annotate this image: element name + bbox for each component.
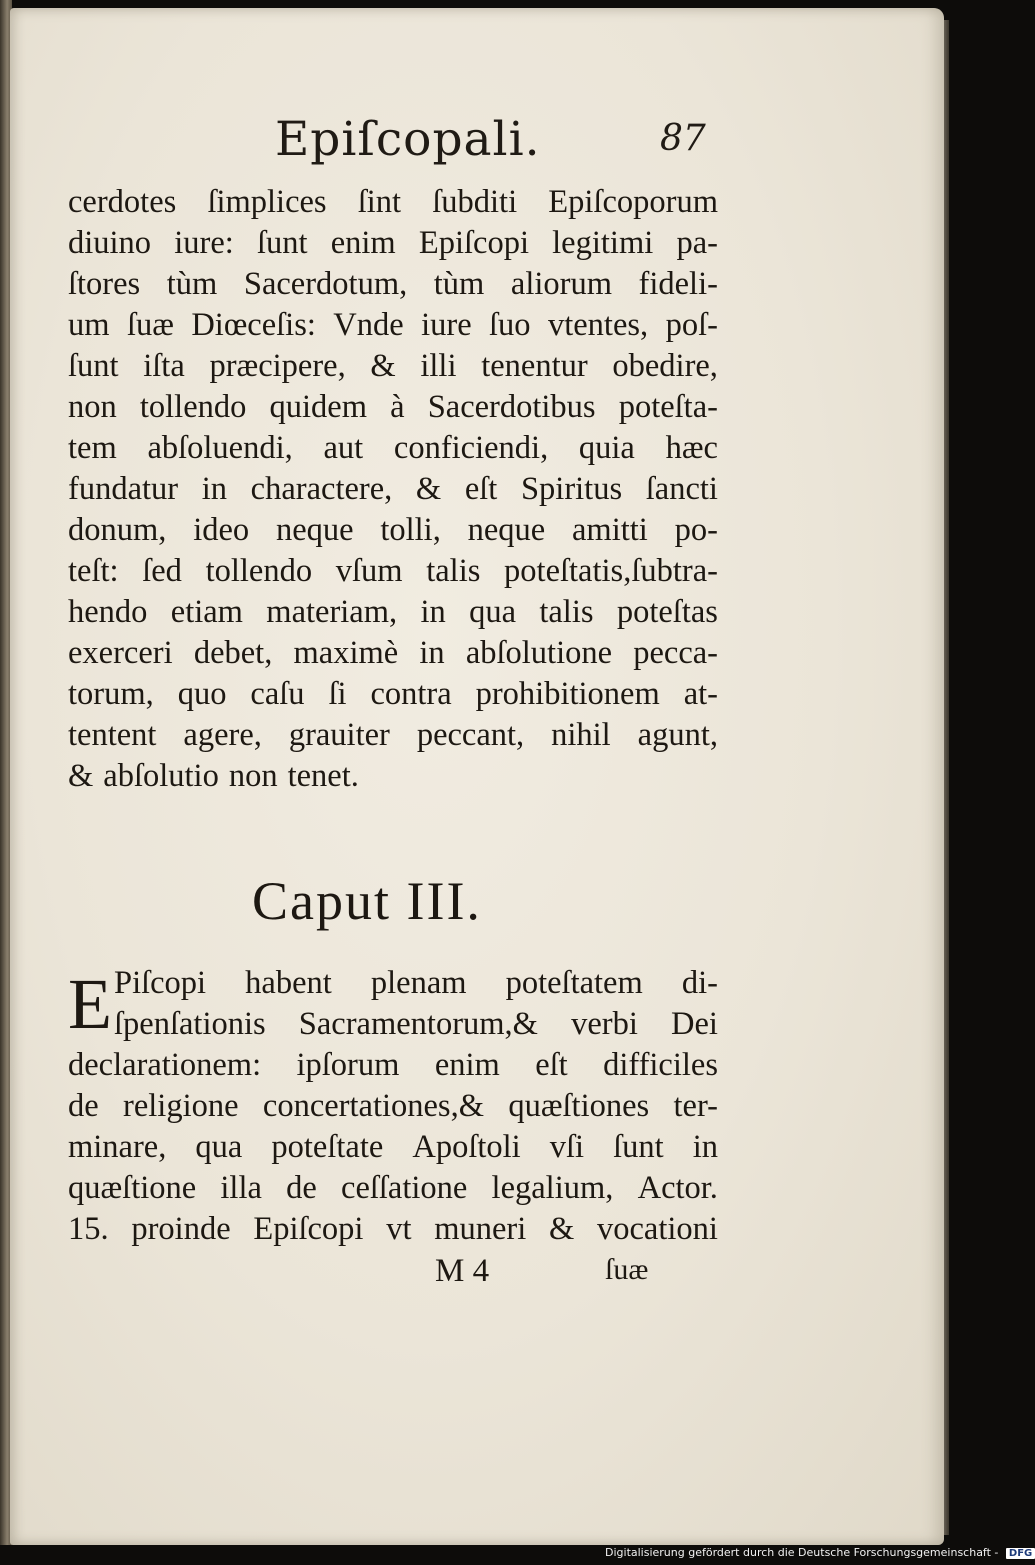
page-number: 87 <box>660 118 706 159</box>
running-head: Epiſcopali. <box>275 112 541 167</box>
text-line: ſtores tùm Sacerdotum, tùm aliorum fideli- <box>68 266 718 302</box>
footer-text: Digitalisierung gefördert durch die Deutsche Forschungsgemeinschaft - <box>605 1546 999 1559</box>
text-line: teſt: ſed tollendo vſum talis poteſtatis,ſubtra- <box>68 553 718 589</box>
footer-credit <box>605 1546 1035 1559</box>
text-line: tem abſoluendi, aut conficiendi, quia hæc <box>68 430 718 466</box>
text-line: ſunt iſta præcipere, & illi tenentur obedire, <box>68 348 718 384</box>
drop-cap: E <box>68 964 112 1044</box>
text-line: diuino iure: ſunt enim Epiſcopi legitimi pa- <box>68 225 718 261</box>
text-line: & abſolutio non tenet. <box>68 758 359 794</box>
paragraph-1 <box>68 182 718 797</box>
text-line: declarationem: ipſorum enim eſt difficiles <box>68 1047 718 1083</box>
text-line: minare, qua poteſtate Apoſtoli vſi ſunt in <box>68 1129 718 1165</box>
text-line: 15. proinde Epiſcopi vt muneri & vocationi <box>68 1211 718 1247</box>
text-line: de religione concertationes,& quæſtiones ter- <box>68 1088 718 1124</box>
dfg-logo: DFG <box>1006 1548 1035 1559</box>
chapter-title: Caput III. <box>252 871 482 931</box>
text-line: Piſcopi habent plenam poteſtatem di- <box>114 965 718 1001</box>
text-line: fundatur in charactere, & eſt Spiritus ſancti <box>68 471 718 507</box>
paragraph-2 <box>68 963 718 1250</box>
signature-mark: M 4 <box>435 1253 490 1289</box>
text-line: quæſtione illa de ceſſatione legalium, Actor. <box>68 1170 718 1206</box>
text-line: tentent agere, grauiter peccant, nihil agunt, <box>68 717 718 753</box>
text-line: non tollendo quidem à Sacerdotibus poteſta- <box>68 389 718 425</box>
text-line: cerdotes ſimplices ſint ſubditi Epiſcoporum <box>68 184 718 220</box>
text-line: torum, quo caſu ſi contra prohibitionem at- <box>68 676 718 712</box>
catchword: ſuæ <box>605 1253 649 1286</box>
text-line: hendo etiam materiam, in qua talis poteſtas <box>68 594 718 630</box>
text-line: um ſuæ Diœceſis: Vnde iure ſuo vtentes, poſ- <box>68 307 718 343</box>
text-line: donum, ideo neque tolli, neque amitti po- <box>68 512 718 548</box>
text-line: ſpenſationis Sacramentorum,& verbi Dei <box>114 1006 718 1042</box>
text-line: exerceri debet, maximè in abſolutione pecca- <box>68 635 718 671</box>
